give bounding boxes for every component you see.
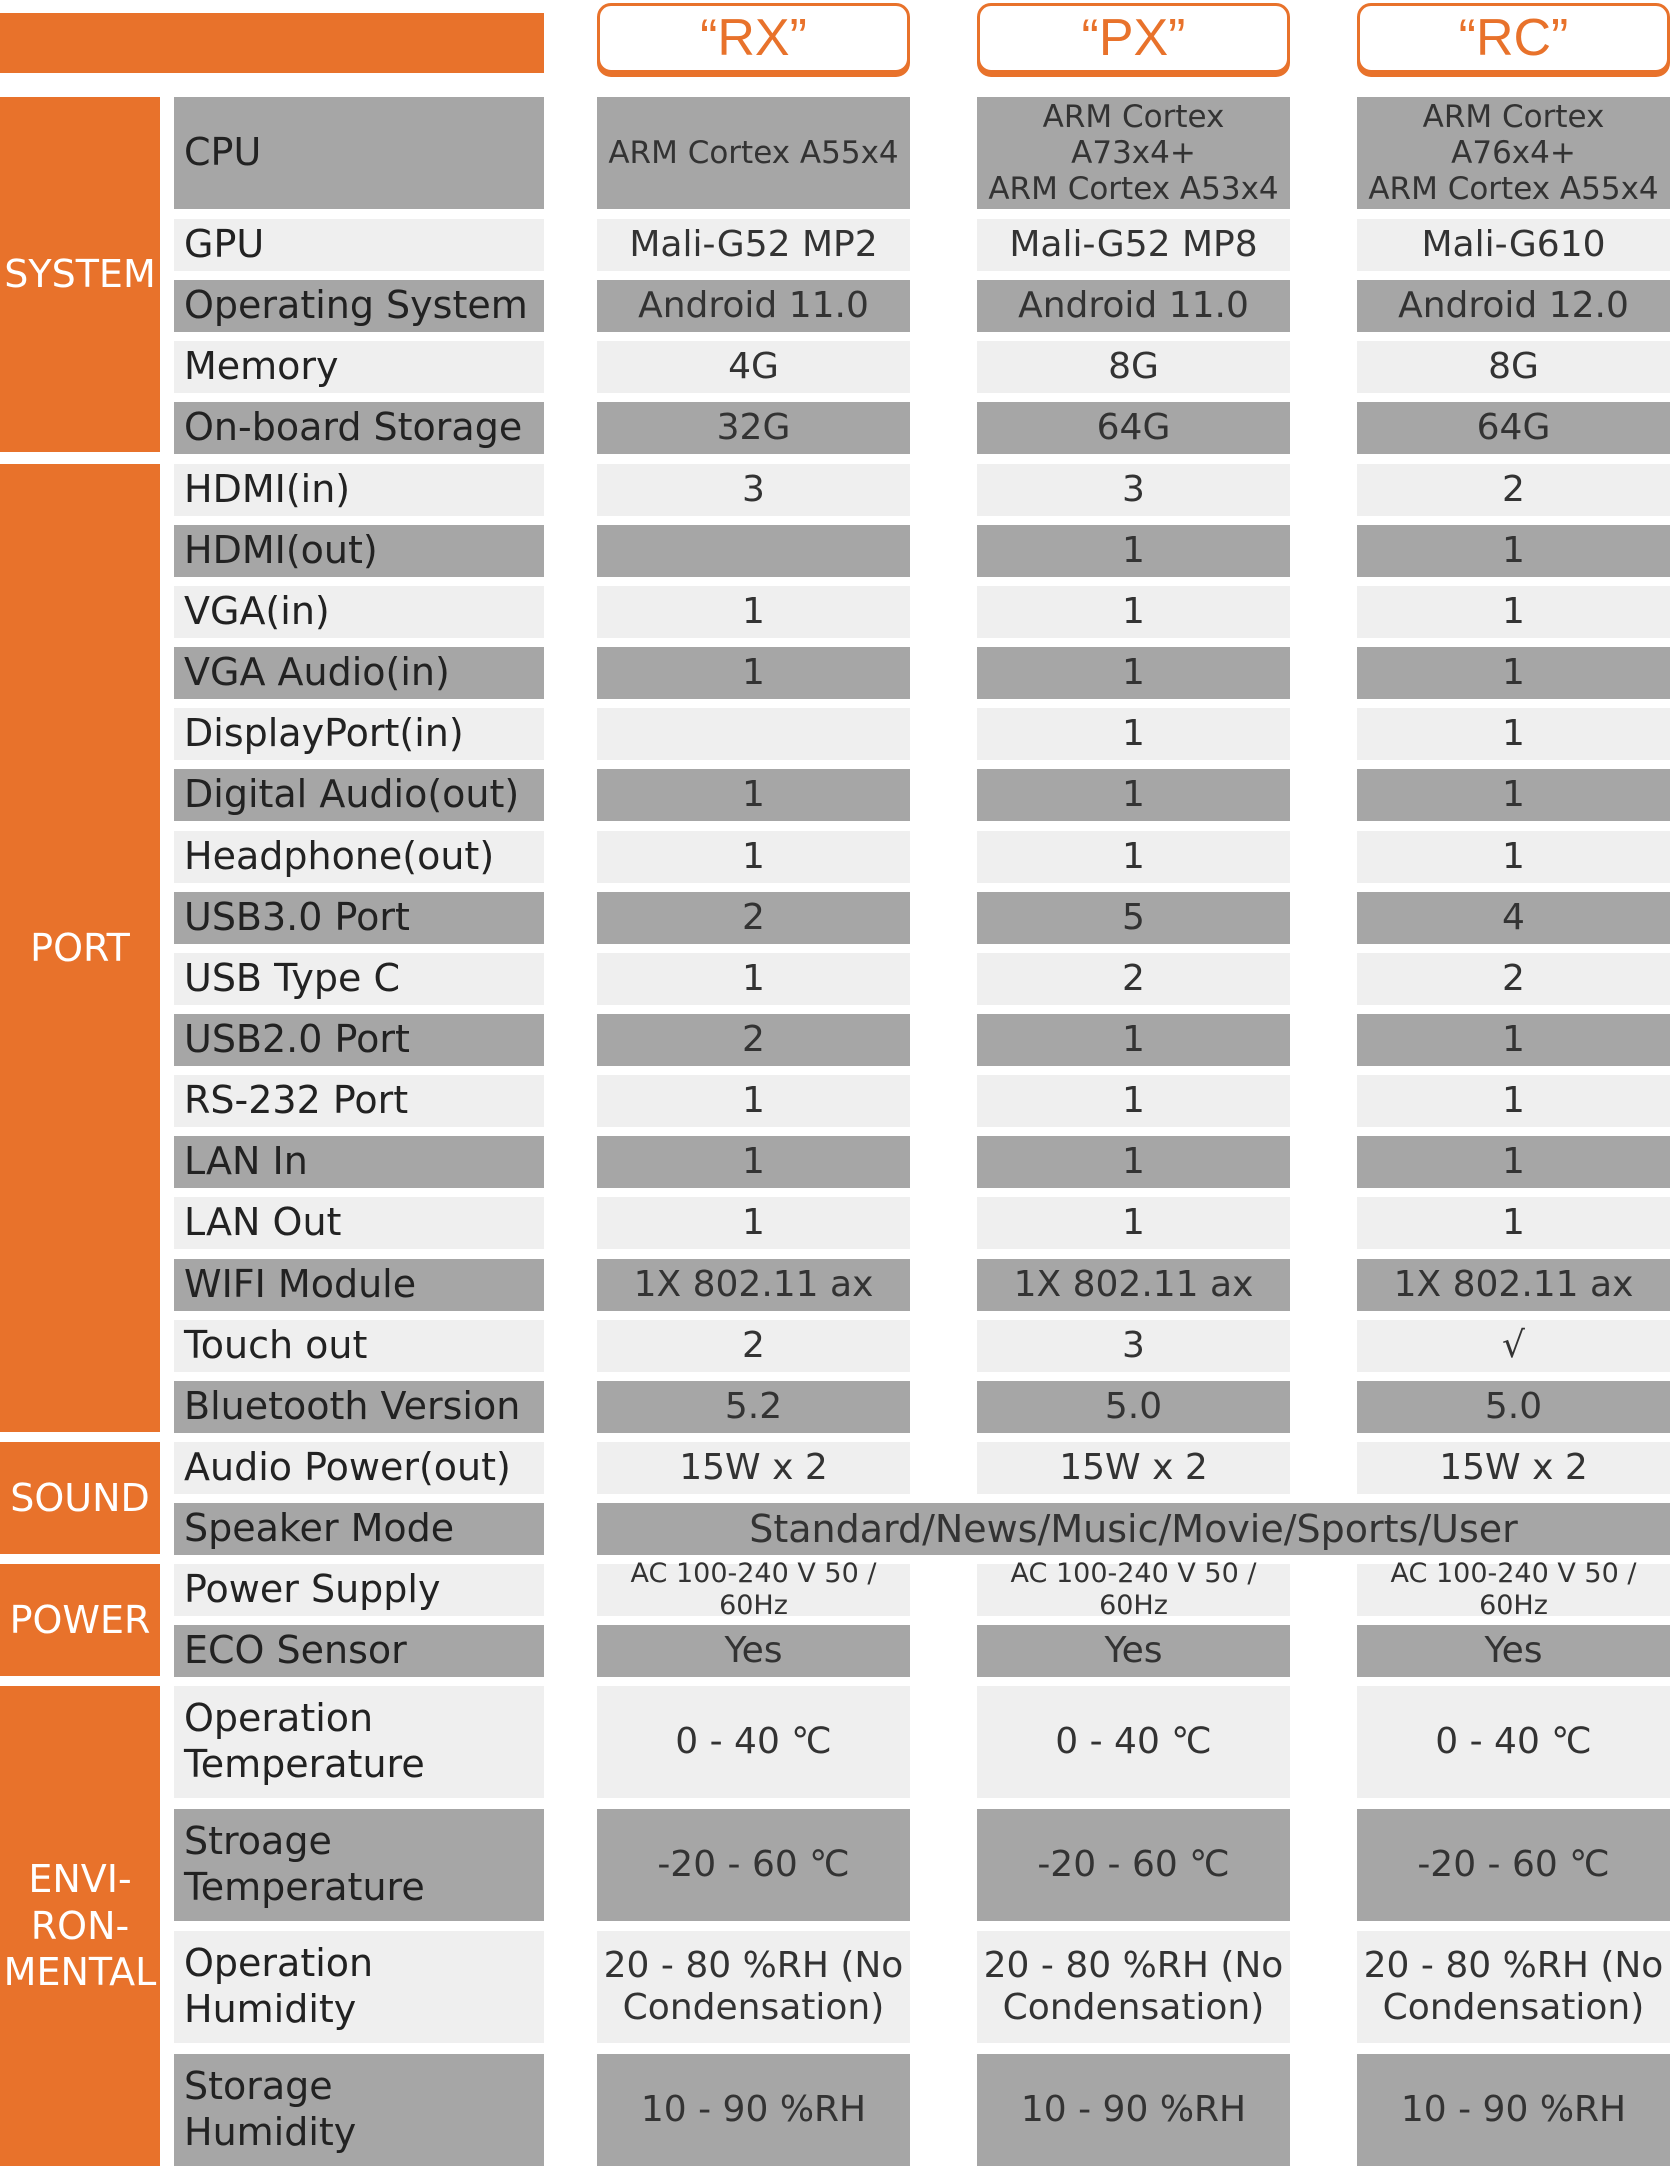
row-value-rx: 1 [597, 586, 910, 638]
row-value-rx: 10 - 90 %RH [597, 2054, 910, 2166]
row-label: HDMI(out) [174, 525, 544, 577]
row-value-rx: 2 [597, 892, 910, 944]
model-header-rx: “RX” [597, 3, 910, 73]
row-label: RS-232 Port [174, 1075, 544, 1127]
row-label: Stroage Temperature [174, 1809, 544, 1921]
row-value-rx: 4G [597, 341, 910, 393]
row-label: LAN Out [174, 1197, 544, 1249]
row-value-px: 15W x 2 [977, 1442, 1290, 1494]
row-label: HDMI(in) [174, 464, 544, 516]
row-value-rc: 1 [1357, 525, 1670, 577]
row-value-px: 64G [977, 402, 1290, 454]
row-value-rx: 0 - 40 ℃ [597, 1686, 910, 1798]
row-value-rc: 64G [1357, 402, 1670, 454]
row-label: DisplayPort(in) [174, 708, 544, 760]
row-value-rc: AC 100-240 V 50 / 60Hz [1357, 1564, 1670, 1616]
row-value-px: 1 [977, 1014, 1290, 1066]
row-value-rx: 1 [597, 769, 910, 821]
group-sound: SOUND [0, 1442, 160, 1554]
row-value-rc: 1 [1357, 647, 1670, 699]
row-value-rx: 15W x 2 [597, 1442, 910, 1494]
row-value-px: Mali-G52 MP8 [977, 219, 1290, 271]
row-value-rc: 20 - 80 %RH (No Condensation) [1357, 1931, 1670, 2043]
row-value-rc: Android 12.0 [1357, 280, 1670, 332]
row-value-rc: 2 [1357, 464, 1670, 516]
row-label: USB2.0 Port [174, 1014, 544, 1066]
row-value-rc: 0 - 40 ℃ [1357, 1686, 1670, 1798]
row-value-px: 20 - 80 %RH (No Condensation) [977, 1931, 1290, 2043]
row-label: Operation Humidity [174, 1931, 544, 2043]
group-system: SYSTEM [0, 97, 160, 452]
row-label: Power Supply [174, 1564, 544, 1616]
row-label: Storage Humidity [174, 2054, 544, 2166]
row-value-rc: √ [1357, 1320, 1670, 1372]
row-value-rc: Mali-G610 [1357, 219, 1670, 271]
row-value-px: 10 - 90 %RH [977, 2054, 1290, 2166]
row-label: VGA(in) [174, 586, 544, 638]
row-value-rc: 1 [1357, 1136, 1670, 1188]
row-label: ECO Sensor [174, 1625, 544, 1677]
row-value-px: 1 [977, 1197, 1290, 1249]
row-value-px: 5 [977, 892, 1290, 944]
row-value-px: -20 - 60 ℃ [977, 1809, 1290, 1921]
row-value-px: 1 [977, 525, 1290, 577]
row-value-px: 1 [977, 647, 1290, 699]
row-value-rx: Mali-G52 MP2 [597, 219, 910, 271]
group-port: PORT [0, 464, 160, 1432]
row-label: Speaker Mode [174, 1503, 544, 1555]
row-value-rx: Yes [597, 1625, 910, 1677]
row-value-rx: 2 [597, 1320, 910, 1372]
row-value-rc: 10 - 90 %RH [1357, 2054, 1670, 2166]
row-value-rc: 4 [1357, 892, 1670, 944]
row-value-px: 3 [977, 464, 1290, 516]
row-value-rx: 1 [597, 1136, 910, 1188]
row-value-rc: 1 [1357, 1075, 1670, 1127]
row-value-rc: -20 - 60 ℃ [1357, 1809, 1670, 1921]
row-value-rx: 3 [597, 464, 910, 516]
row-value-rc: 8G [1357, 341, 1670, 393]
row-value-rx [597, 708, 910, 760]
header-banner [0, 13, 544, 73]
row-label: USB3.0 Port [174, 892, 544, 944]
group-power: POWER [0, 1564, 160, 1676]
row-value-rx: 1 [597, 831, 910, 883]
row-value-px: ARM Cortex A73x4+ ARM Cortex A53x4 [977, 97, 1290, 209]
row-value-rx: 1 [597, 1197, 910, 1249]
row-value-px: AC 100-240 V 50 / 60Hz [977, 1564, 1290, 1616]
row-label: USB Type C [174, 953, 544, 1005]
row-value-rc: 5.0 [1357, 1381, 1670, 1433]
row-label: Operating System [174, 280, 544, 332]
row-value-px: 1X 802.11 ax [977, 1259, 1290, 1311]
row-label: LAN In [174, 1136, 544, 1188]
row-label: WIFI Module [174, 1259, 544, 1311]
row-value-rx: ARM Cortex A55x4 [597, 97, 910, 209]
row-value-rx: 5.2 [597, 1381, 910, 1433]
row-value-rx: 20 - 80 %RH (No Condensation) [597, 1931, 910, 2043]
row-value-px: 1 [977, 769, 1290, 821]
row-label: Touch out [174, 1320, 544, 1372]
row-label: CPU [174, 97, 544, 209]
row-value-rx: 2 [597, 1014, 910, 1066]
row-span-value: Standard/News/Music/Movie/Sports/User [597, 1503, 1670, 1555]
group-environmental: ENVI- RON- MENTAL [0, 1686, 160, 2166]
row-value-px: 0 - 40 ℃ [977, 1686, 1290, 1798]
row-value-rc: ARM Cortex A76x4+ ARM Cortex A55x4 [1357, 97, 1670, 209]
row-value-rx: 32G [597, 402, 910, 454]
row-value-rx [597, 525, 910, 577]
row-label: Digital Audio(out) [174, 769, 544, 821]
row-value-px: 1 [977, 586, 1290, 638]
row-label: Operation Temperature [174, 1686, 544, 1798]
row-label: On-board Storage [174, 402, 544, 454]
row-value-px: 1 [977, 1075, 1290, 1127]
row-value-rc: 1 [1357, 708, 1670, 760]
row-value-rc: 1 [1357, 769, 1670, 821]
row-label: GPU [174, 219, 544, 271]
row-value-px: 1 [977, 831, 1290, 883]
row-value-rx: Android 11.0 [597, 280, 910, 332]
row-value-rc: Yes [1357, 1625, 1670, 1677]
row-value-rc: 1 [1357, 586, 1670, 638]
row-value-rc: 15W x 2 [1357, 1442, 1670, 1494]
row-value-px: Android 11.0 [977, 280, 1290, 332]
row-value-rx: AC 100-240 V 50 / 60Hz [597, 1564, 910, 1616]
row-value-rc: 1X 802.11 ax [1357, 1259, 1670, 1311]
model-header-px: “PX” [977, 3, 1290, 73]
model-header-rc: “RC” [1357, 3, 1670, 73]
row-value-px: 5.0 [977, 1381, 1290, 1433]
row-value-rx: 1 [597, 647, 910, 699]
row-value-rc: 1 [1357, 831, 1670, 883]
row-label: Audio Power(out) [174, 1442, 544, 1494]
row-value-rx: 1 [597, 1075, 910, 1127]
row-label: VGA Audio(in) [174, 647, 544, 699]
row-value-px: 3 [977, 1320, 1290, 1372]
row-value-px: 8G [977, 341, 1290, 393]
row-label: Memory [174, 341, 544, 393]
row-value-rx: 1X 802.11 ax [597, 1259, 910, 1311]
row-label: Headphone(out) [174, 831, 544, 883]
row-value-rx: 1 [597, 953, 910, 1005]
row-value-px: 2 [977, 953, 1290, 1005]
row-label: Bluetooth Version [174, 1381, 544, 1433]
row-value-rc: 1 [1357, 1197, 1670, 1249]
row-value-rc: 1 [1357, 1014, 1670, 1066]
row-value-px: 1 [977, 708, 1290, 760]
row-value-rc: 2 [1357, 953, 1670, 1005]
row-value-px: 1 [977, 1136, 1290, 1188]
row-value-px: Yes [977, 1625, 1290, 1677]
row-value-rx: -20 - 60 ℃ [597, 1809, 910, 1921]
